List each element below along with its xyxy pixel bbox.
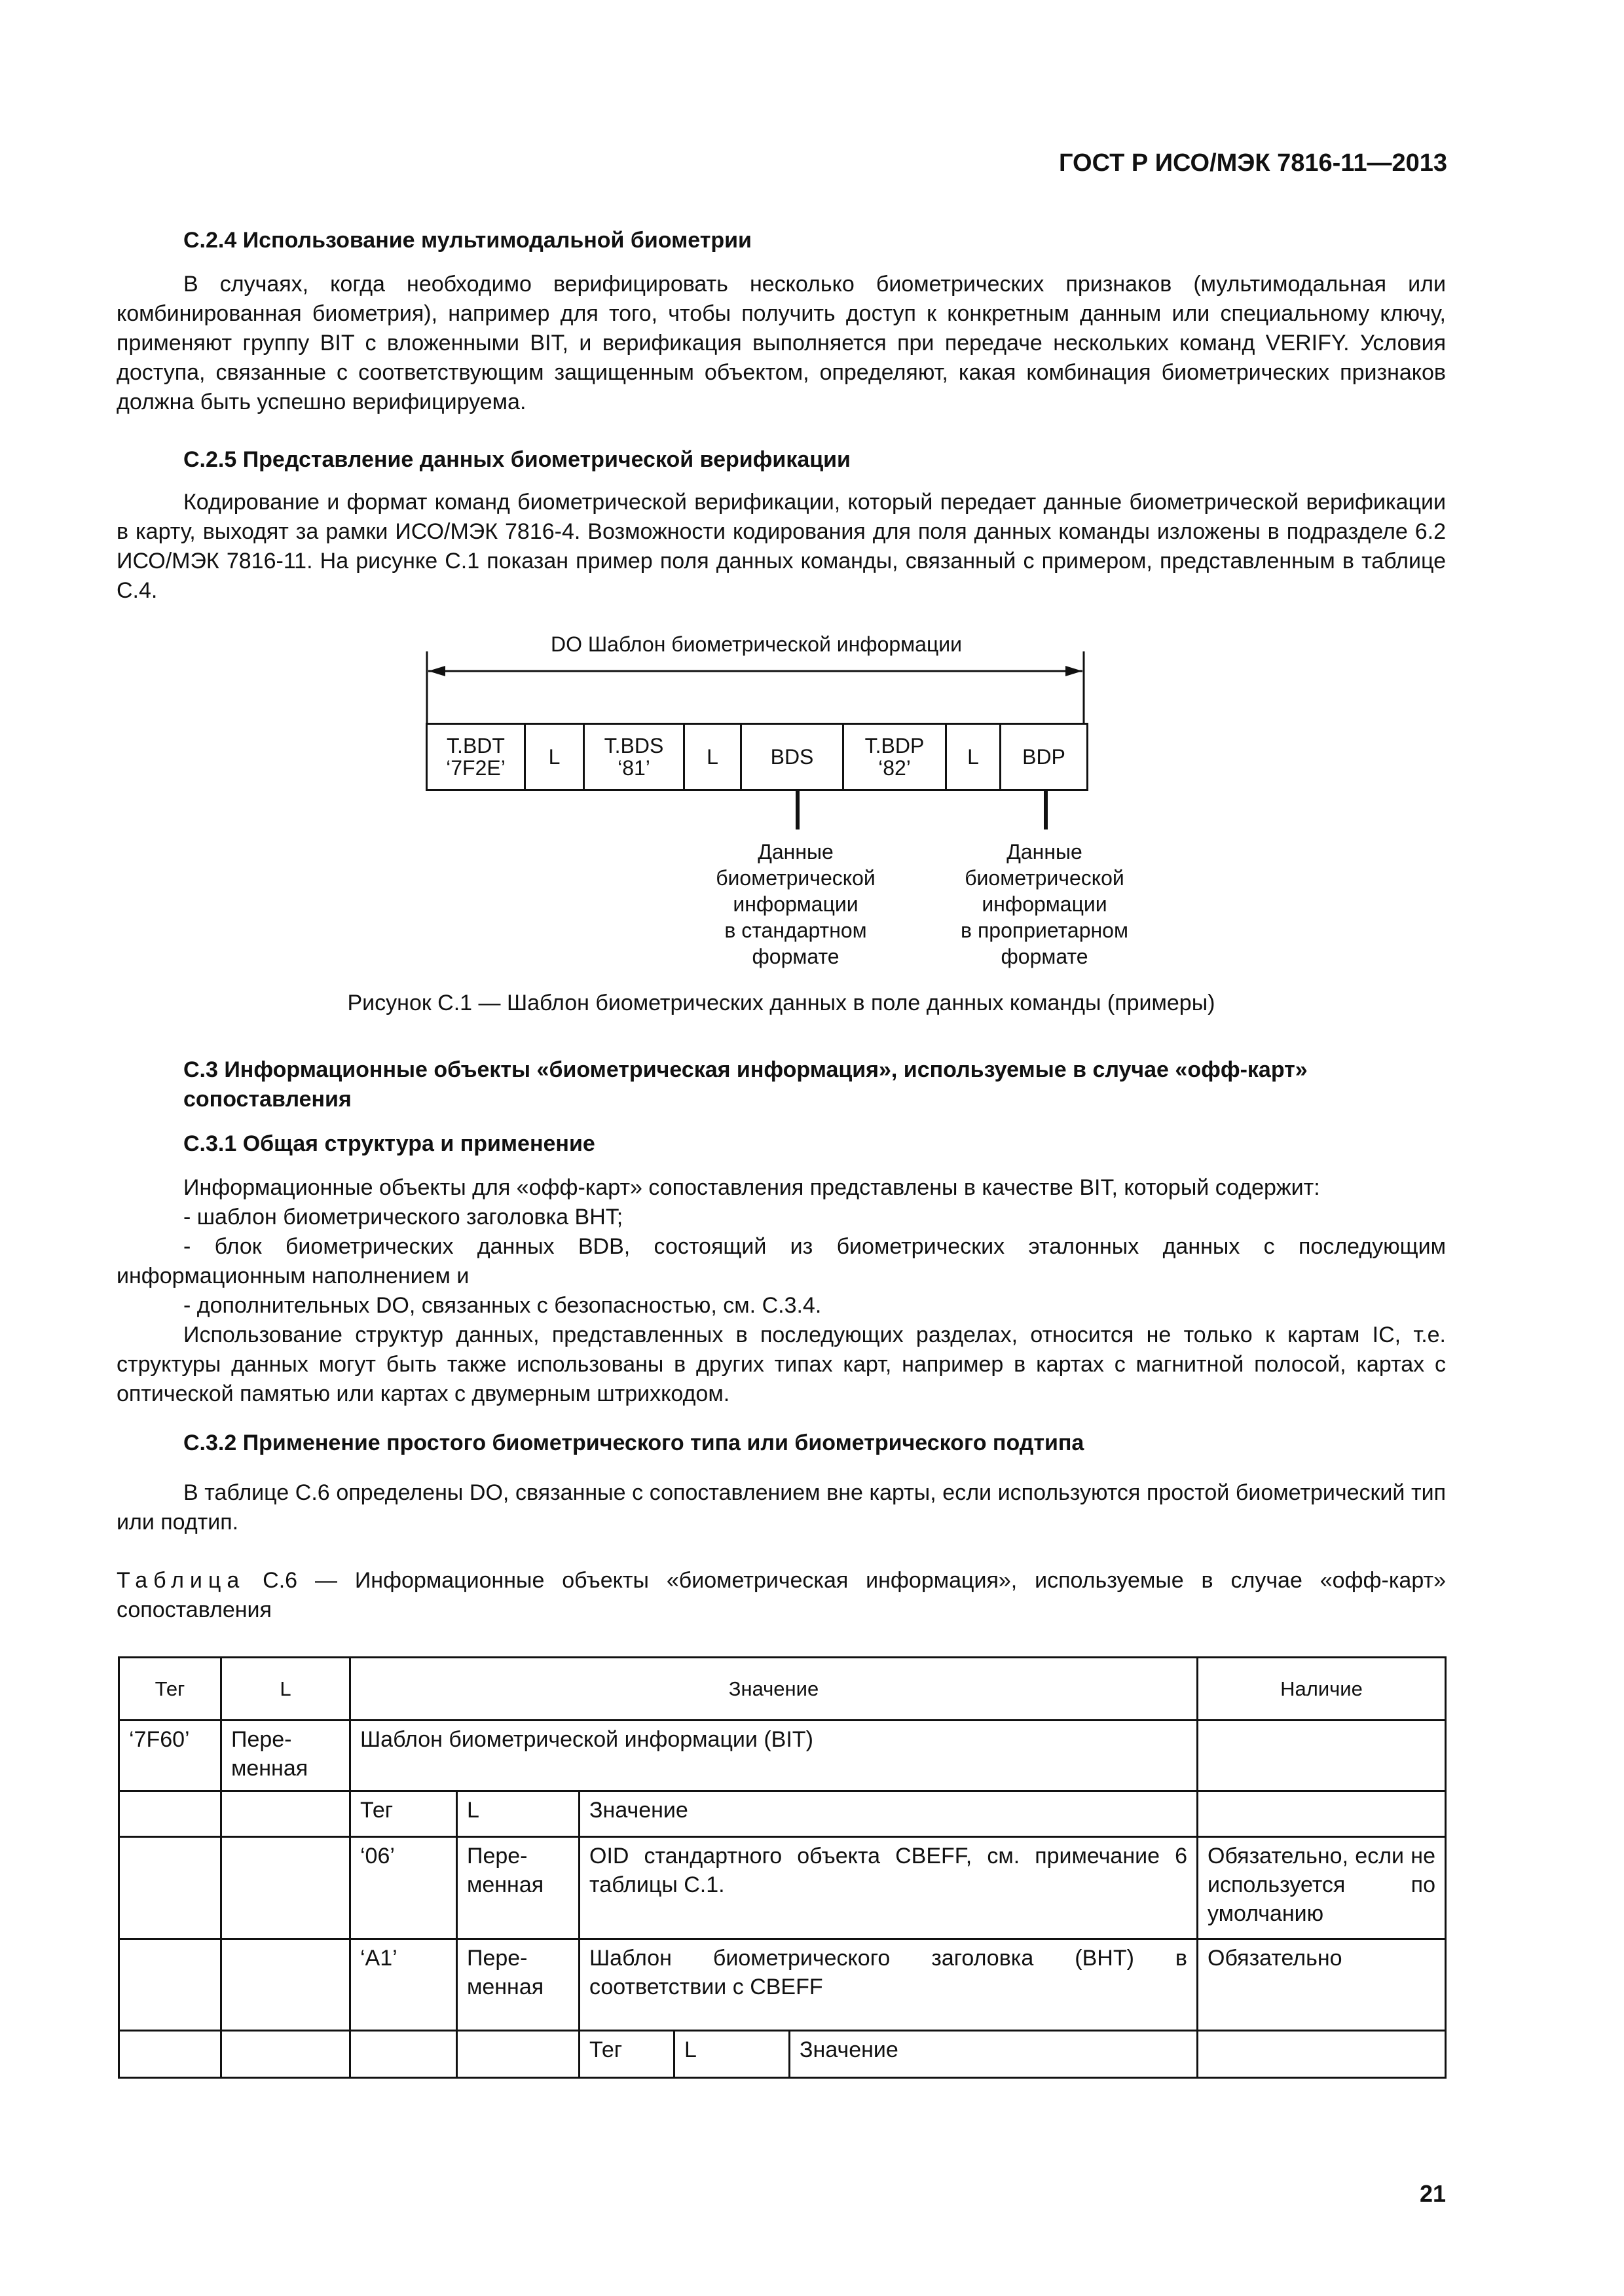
list-item: - дополнительных DO, связанных с безопасностью, см. C.3.4. bbox=[183, 1293, 822, 1318]
note-standard-format: Данные биометрической информации в стандартном формате bbox=[716, 840, 876, 968]
table-cell: Тег bbox=[580, 2031, 674, 2078]
table-c6 bbox=[118, 1656, 1447, 2079]
table-header-row bbox=[119, 1658, 1446, 1721]
table-cell: L bbox=[457, 1791, 580, 1837]
table-cell bbox=[1198, 1721, 1446, 1791]
table-cell: Тег bbox=[350, 1791, 457, 1837]
table-cell: Обязательно bbox=[1198, 1939, 1446, 2031]
header-cell: L bbox=[221, 1658, 350, 1721]
table-cell: Пере-менная bbox=[457, 1837, 580, 1939]
paragraph: В таблице C.6 определены DO, связанные с сопоставлением вне карты, если используются простой биометрический тип или подтип. bbox=[117, 1480, 1446, 1535]
cell-length: L bbox=[947, 725, 1001, 789]
page-number: 21 bbox=[1419, 2180, 1446, 2207]
table-cell bbox=[350, 2031, 457, 2078]
header-cell: Наличие bbox=[1198, 1658, 1446, 1721]
table-cell bbox=[1198, 1791, 1446, 1837]
table-cell: ‘7F60’ bbox=[119, 1721, 221, 1791]
cell-bds: BDS bbox=[742, 725, 844, 789]
cell-length: L bbox=[526, 725, 585, 789]
figure-pointer-lines bbox=[786, 789, 1061, 835]
figure-span-label: DO Шаблон биометрической информации bbox=[550, 632, 963, 656]
section-c24-body bbox=[117, 270, 1446, 417]
cell-tbdt: T.BDT ‘7F2E’ bbox=[428, 725, 526, 789]
section-c24-title: C.2.4 Использование мультимодальной биометрии bbox=[183, 228, 752, 253]
table-cell: L bbox=[674, 2031, 790, 2078]
table-cell bbox=[457, 2031, 580, 2078]
cell-tbds: T.BDS ‘81’ bbox=[585, 725, 685, 789]
paragraph: В случаях, когда необходимо верифицировать несколько биометрических признаков (мультимодальная или комбинированная биометрия), например для того, чтобы получить доступ к конкретным данным или специальному ключу, применяют группу BIT с вложенными BIT, и верификация выполняется при передаче нескольких команд VERIFY. Условия доступа, связанные с соответствующим защищенным объектом, определяют, какая комбинация биометрических признаков должна быть успешно верифицируема. bbox=[117, 272, 1446, 414]
table-cell: ‘A1’ bbox=[350, 1939, 457, 2031]
section-c3-title: C.3 Информационные объекты «биометрическая информация», используемые в случае «офф-карт» сопоставления bbox=[183, 1057, 1308, 1112]
table-cell bbox=[119, 1939, 221, 2031]
table-caption-text: C.6 — Информационные объекты «биометрическая информация», используемые в случае «офф-карт» сопоставления bbox=[117, 1568, 1446, 1622]
paragraph: Информационные объекты для «офф-карт» сопоставления представлены в качестве BIT, который содержит: bbox=[183, 1175, 1320, 1200]
table-row bbox=[119, 1837, 1446, 1939]
table-cell: Значение bbox=[580, 1791, 1198, 1837]
table-row bbox=[119, 1791, 1446, 1837]
table-row bbox=[119, 2031, 1446, 2078]
section-c31-body bbox=[117, 1173, 1446, 1409]
section-c25-body bbox=[117, 488, 1446, 606]
section-c25-title: C.2.5 Представление данных биометрической верификации bbox=[183, 447, 851, 472]
section-c32-body bbox=[117, 1478, 1446, 1537]
header-cell: Значение bbox=[350, 1658, 1198, 1721]
figure-caption: Рисунок C.1 — Шаблон биометрических данных в поле данных команды (примеры) bbox=[347, 991, 1215, 1015]
table-cell: OID стандартного объекта CBEFF, см. примечание 6 таблицы C.1. bbox=[580, 1837, 1198, 1939]
paragraph: Кодирование и формат команд биометрической верификации, который передает данные биометрической верификации в карту, выходят за рамки ИСО/МЭК 7816-4. Возможности кодирования для поля данных команды изложены в подразделе 6.2 ИСО/МЭК 7816-11. На рисунке C.1 показан пример поля данных команды, связанный с примером, представленным в таблице C.4. bbox=[117, 490, 1446, 603]
table-cell: Шаблон биометрического заголовка (BHT) в соответствии с CBEFF bbox=[580, 1939, 1198, 2031]
table-cell bbox=[221, 1939, 350, 2031]
section-c31-title: C.3.1 Общая структура и применение bbox=[183, 1131, 595, 1156]
cell-length: L bbox=[685, 725, 742, 789]
table-cell bbox=[119, 2031, 221, 2078]
header-cell: Тег bbox=[119, 1658, 221, 1721]
table-cell: Пере-менная bbox=[221, 1721, 350, 1791]
list-item: - блок биометрических данных BDB, состоящий из биометрических эталонных данных с последующим информационным наполнением и bbox=[117, 1234, 1446, 1288]
note-proprietary-format: Данные биометрической информации в проприетарном формате bbox=[961, 840, 1128, 968]
table-cell: Обязательно, если не используется по умолчанию bbox=[1198, 1837, 1446, 1939]
section-c32-title: C.3.2 Применение простого биометрического типа или биометрического подтипа bbox=[183, 1430, 1084, 1455]
table-cell bbox=[119, 1791, 221, 1837]
table-cell bbox=[1198, 2031, 1446, 2078]
table-cell: Пере-менная bbox=[457, 1939, 580, 2031]
table-caption-label: Таблица bbox=[117, 1568, 246, 1593]
data-object-cells bbox=[426, 723, 1088, 791]
table-caption bbox=[117, 1566, 1446, 1625]
table-row bbox=[119, 1939, 1446, 2031]
table-cell bbox=[221, 2031, 350, 2078]
table-cell bbox=[221, 1837, 350, 1939]
table-cell: Шаблон биометрической информации (BIT) bbox=[350, 1721, 1198, 1791]
cell-tbdp: T.BDP ‘82’ bbox=[844, 725, 947, 789]
table-cell bbox=[221, 1791, 350, 1837]
table-row bbox=[119, 1721, 1446, 1791]
table-cell: ‘06’ bbox=[350, 1837, 457, 1939]
figure-span-arrow bbox=[419, 651, 1094, 723]
cell-bdp: BDP bbox=[1022, 745, 1065, 769]
table-cell: Значение bbox=[790, 2031, 1198, 2078]
paragraph: Использование структур данных, представленных в последующих разделах, относится не только к картам IC, т.е. структуры данных могут быть также использованы в других типах карт, например в картах с магнитной полосой, картах с оптической памятью или картах с двумерным штрихкодом. bbox=[117, 1322, 1446, 1406]
list-item: - шаблон биометрического заголовка BHT; bbox=[183, 1205, 623, 1230]
document-id: ГОСТ Р ИСО/МЭК 7816-11—2013 bbox=[1058, 149, 1447, 177]
table-cell bbox=[119, 1837, 221, 1939]
